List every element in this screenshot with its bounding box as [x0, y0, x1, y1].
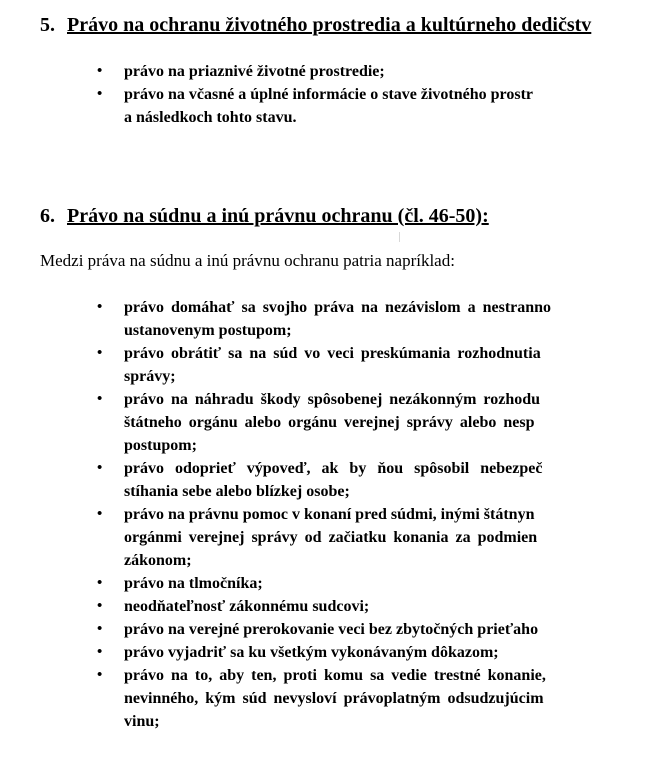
- list-item-line: právo na to, aby ten, proti komu sa vedie trestné konanie,: [124, 667, 546, 684]
- section-6-heading: [40, 204, 489, 228]
- list-item-line: orgánmi verejnej správy od začiatku konania za podmien: [124, 529, 538, 546]
- bullet-icon: •: [97, 86, 103, 102]
- list-item-line: právo odoprieť výpoveď, ak by ňou spôsobil nebezpeč: [124, 460, 543, 477]
- list-item-line: zákonom;: [124, 552, 192, 569]
- list-item-line: právo na priaznivé životné prostredie;: [124, 63, 385, 80]
- bullet-icon: •: [97, 644, 103, 660]
- list-item: [0, 296, 646, 342]
- bullet-icon: •: [97, 575, 103, 591]
- bullet-icon: •: [97, 391, 103, 407]
- list-item-line: nevinného, kým súd nevysloví právoplatným odsudzujúcim: [124, 690, 544, 707]
- bullet-icon: •: [97, 667, 103, 683]
- list-item-line: správy;: [124, 368, 176, 385]
- list-item-line: právo na verejné prerokovanie veci bez zbytočných prieťaho: [124, 621, 539, 638]
- section-6-title: Právo na súdnu a inú právnu ochranu (čl. 46-50):: [67, 205, 489, 227]
- list-item-line: štátneho orgánu alebo orgánu verejnej správy alebo nesp: [124, 414, 535, 431]
- list-item-line: právo na právnu pomoc v konaní pred súdmi, inými štátnyn: [124, 506, 535, 523]
- list-item: [0, 60, 646, 83]
- list-item-line: právo na včasné a úplné informácie o stave životného prostr: [124, 86, 534, 103]
- list-item: [0, 457, 646, 503]
- list-item: [0, 641, 646, 664]
- bullet-icon: •: [97, 299, 103, 315]
- list-item: [0, 572, 646, 595]
- bullet-icon: •: [97, 63, 103, 79]
- bullet-icon: •: [97, 621, 103, 637]
- list-item-line: stíhania sebe alebo blízkej osobe;: [124, 483, 350, 500]
- list-item-line: postupom;: [124, 437, 197, 454]
- list-item: [0, 503, 646, 572]
- list-item: [0, 83, 646, 129]
- list-item: [0, 388, 646, 457]
- list-item-line: vinu;: [124, 713, 160, 730]
- list-item: [0, 664, 646, 733]
- list-item-line: právo obrátiť sa na súd vo veci preskúmania rozhodnutia: [124, 345, 541, 362]
- bullet-icon: •: [97, 345, 103, 361]
- bullet-icon: •: [97, 598, 103, 614]
- list-item-line: neodňateľnosť zákonnému sudcovi;: [124, 598, 370, 615]
- section-5-title: Právo na ochranu životného prostredia a kultúrneho dedičstv: [67, 14, 592, 36]
- list-item: [0, 342, 646, 388]
- section-5-number: 5.: [40, 14, 55, 36]
- bullet-icon: •: [97, 460, 103, 476]
- section-6-number: 6.: [40, 205, 55, 227]
- list-item-line: a následkoch tohto stavu.: [124, 109, 297, 126]
- list-item-line: právo na náhradu škody spôsobenej nezákonným rozhodu: [124, 391, 541, 408]
- bullet-icon: •: [97, 506, 103, 522]
- section-5-heading: [40, 13, 591, 37]
- list-item-line: právo domáhať sa svojho práva na nezávislom a nestranno: [124, 299, 552, 316]
- list-item: [0, 618, 646, 641]
- list-item-line: ustanovenym postupom;: [124, 322, 292, 339]
- section-6-intro: Medzi práva na súdnu a inú právnu ochranu patria napríklad:: [40, 251, 455, 270]
- list-item-line: právo na tlmočníka;: [124, 575, 263, 592]
- list-item-line: právo vyjadriť sa ku všetkým vykonávaným dôkazom;: [124, 644, 499, 661]
- section-6-list: [0, 296, 646, 733]
- section-5-list: [0, 60, 646, 129]
- scan-artifact: [399, 232, 400, 242]
- list-item: [0, 595, 646, 618]
